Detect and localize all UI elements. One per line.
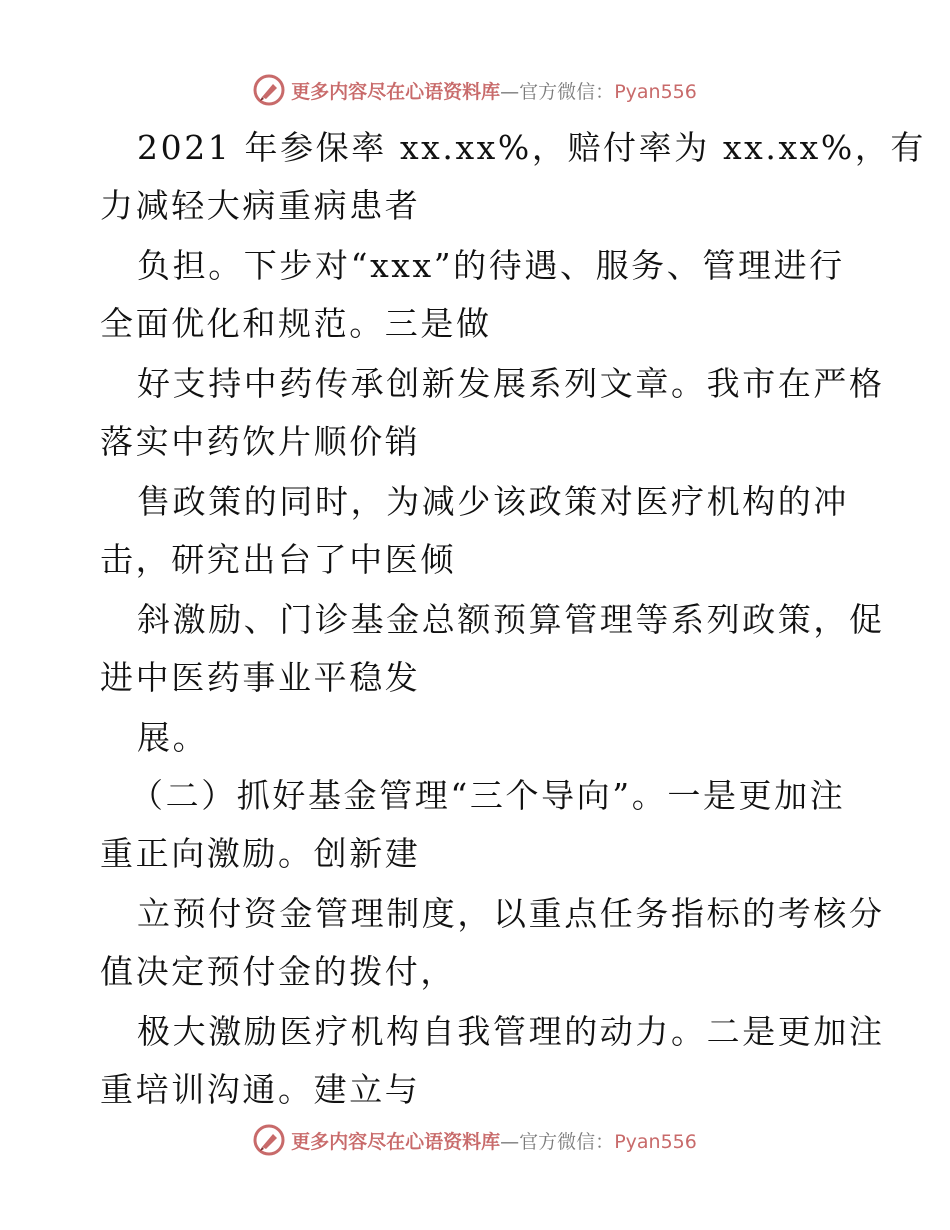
text-line: 重正向激励。创新建 (100, 834, 421, 873)
text-line: 展。 (137, 718, 209, 757)
text-line: （二）抓好基金管理“三个导向”。一是更加注 (130, 776, 846, 815)
header-brand: 更多内容尽在心语资料库 (291, 80, 501, 103)
footer-banner (0, 1120, 950, 1160)
text-line: 落实中药饮片顺价销 (100, 422, 421, 461)
text-line: 负担。下步对“xxx”的待遇、服务、管理进行 (137, 246, 845, 285)
footer-separator: — (500, 1130, 520, 1153)
pen-nib-logo-icon (253, 1124, 285, 1156)
text-line: 重培训沟通。建立与 (100, 1070, 421, 1109)
header-separator: — (500, 80, 520, 103)
text-line: 斜激励、门诊基金总额预算管理等系列政策，促 (137, 600, 885, 639)
text-line: 立预付资金管理制度，以重点任务指标的考核分 (137, 894, 885, 933)
header-text (291, 77, 697, 104)
text-line: 全面优化和规范。三是做 (100, 304, 492, 343)
header-account: Pyan556 (614, 80, 697, 103)
text-line: 售政策的同时，为减少该政策对医疗机构的冲 (137, 482, 849, 521)
footer-official: 官方微信： (519, 1130, 615, 1153)
footer-text (291, 1127, 697, 1154)
text-line: 进中医药事业平稳发 (100, 658, 421, 697)
text-line: 好支持中药传承创新发展系列文章。我市在严格 (137, 364, 885, 403)
text-line: 极大激励医疗机构自我管理的动力。二是更加注 (137, 1012, 885, 1051)
text-line: 力减轻大病重病患者 (100, 186, 421, 225)
text-line: 击，研究出台了中医倾 (100, 540, 456, 579)
pen-nib-logo-icon (253, 74, 285, 106)
footer-account: Pyan556 (614, 1130, 697, 1153)
header-banner (0, 70, 950, 110)
text-line: 值决定预付金的拨付， (100, 952, 456, 991)
text-line: 2021 年参保率 xx.xx%，赔付率为 xx.xx%，有 (137, 128, 927, 167)
footer-brand: 更多内容尽在心语资料库 (291, 1130, 501, 1153)
header-official: 官方微信： (519, 80, 615, 103)
